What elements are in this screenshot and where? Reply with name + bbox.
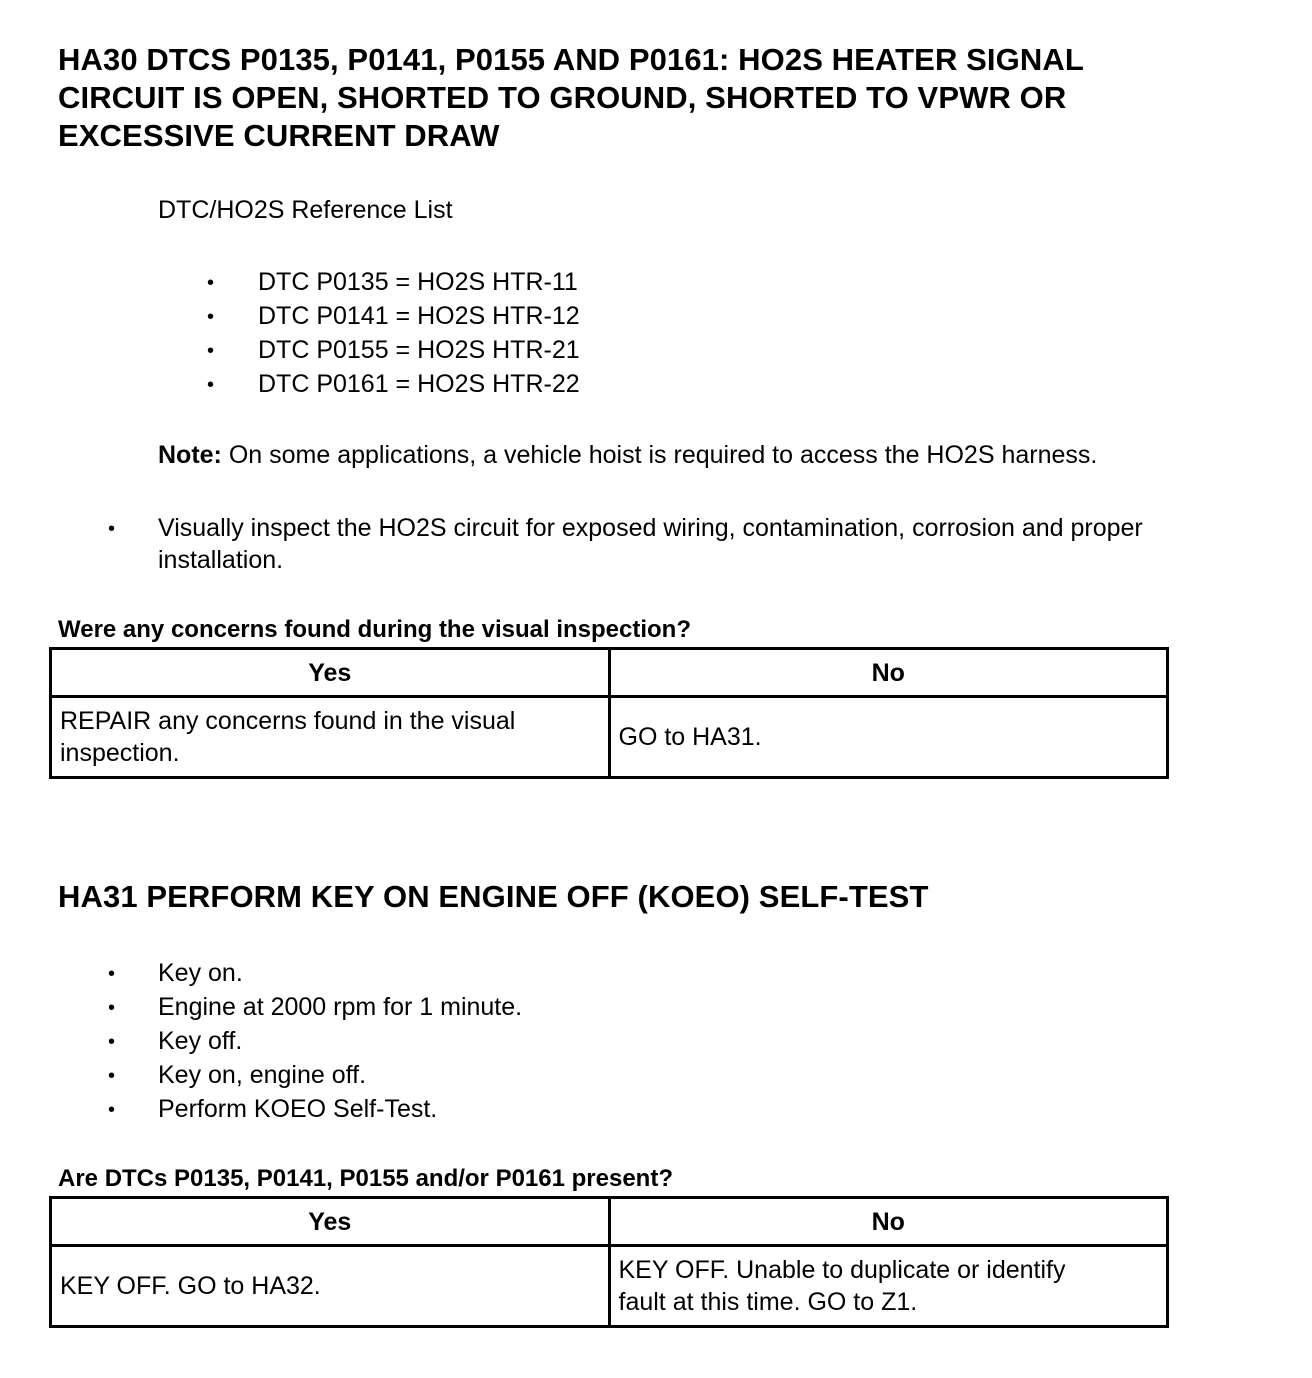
reference-list-item: DTC P0135 = HO2S HTR-11	[258, 268, 578, 296]
step-item: Key on.	[158, 959, 243, 987]
yes-cell	[51, 697, 610, 778]
table-row	[51, 697, 1168, 778]
ha31-decision-table	[49, 1196, 1169, 1328]
no-cell-line: KEY OFF. Unable to duplicate or identify	[618, 1256, 1066, 1284]
no-cell-line: GO to HA31.	[618, 723, 762, 751]
bullet-icon: •	[108, 1065, 116, 1087]
yes-cell	[51, 1246, 610, 1327]
bullet-icon: •	[108, 1031, 116, 1053]
table-header-row	[51, 649, 1168, 697]
ha30-heading-line: EXCESSIVE CURRENT DRAW	[58, 118, 500, 153]
no-cell-line: fault at this time. GO to Z1.	[618, 1288, 918, 1316]
step-item: Key on, engine off.	[158, 1061, 367, 1089]
note-text: On some applications, a vehicle hoist is required to access the HO2S harness.	[221, 441, 1098, 469]
bullet-icon: •	[207, 340, 215, 362]
ha30-heading	[58, 41, 1084, 155]
yes-cell-line: KEY OFF. GO to HA32.	[60, 1272, 321, 1300]
bullet-icon: •	[108, 997, 116, 1019]
note-paragraph	[158, 439, 1097, 471]
inspection-step-line: Visually inspect the HO2S circuit for exposed wiring, contamination, corrosion and proper	[158, 514, 1143, 542]
ha30-heading-line: HA30 DTCS P0135, P0141, P0155 AND P0161: HO2S HEATER SIGNAL	[58, 42, 1084, 77]
reference-list-item: DTC P0161 = HO2S HTR-22	[258, 370, 580, 398]
no-cell	[609, 697, 1168, 778]
note-label: Note:	[158, 441, 222, 469]
bullet-icon: •	[207, 374, 215, 396]
step-item: Perform KOEO Self-Test.	[158, 1095, 438, 1123]
bullet-icon: •	[108, 963, 116, 985]
ha31-heading: HA31 PERFORM KEY ON ENGINE OFF (KOEO) SELF-TEST	[58, 879, 929, 914]
reference-list-item: DTC P0141 = HO2S HTR-12	[258, 302, 580, 330]
inspection-step-line: installation.	[158, 546, 284, 574]
reference-list-item: DTC P0155 = HO2S HTR-21	[258, 336, 580, 364]
reference-list-title: DTC/HO2S Reference List	[158, 196, 453, 224]
yes-header: Yes	[51, 649, 610, 697]
no-header: No	[609, 649, 1168, 697]
no-header: No	[609, 1198, 1168, 1246]
step-item: Engine at 2000 rpm for 1 minute.	[158, 993, 523, 1021]
table-row	[51, 1246, 1168, 1327]
no-cell	[609, 1246, 1168, 1327]
yes-header: Yes	[51, 1198, 610, 1246]
ha30-question: Were any concerns found during the visual inspection?	[58, 616, 691, 643]
step-item: Key off.	[158, 1027, 243, 1055]
ha31-question: Are DTCs P0135, P0141, P0155 and/or P0161 present?	[58, 1165, 673, 1192]
table-header-row	[51, 1198, 1168, 1246]
yes-cell-line: REPAIR any concerns found in the visual	[60, 707, 516, 735]
bullet-icon: •	[108, 518, 116, 540]
inspection-step	[158, 512, 1143, 576]
yes-cell-line: inspection.	[60, 739, 180, 767]
bullet-icon: •	[207, 272, 215, 294]
bullet-icon: •	[207, 306, 215, 328]
ha30-heading-line: CIRCUIT IS OPEN, SHORTED TO GROUND, SHORTED TO VPWR OR	[58, 80, 1067, 115]
ha30-decision-table	[49, 647, 1169, 779]
bullet-icon: •	[108, 1099, 116, 1121]
